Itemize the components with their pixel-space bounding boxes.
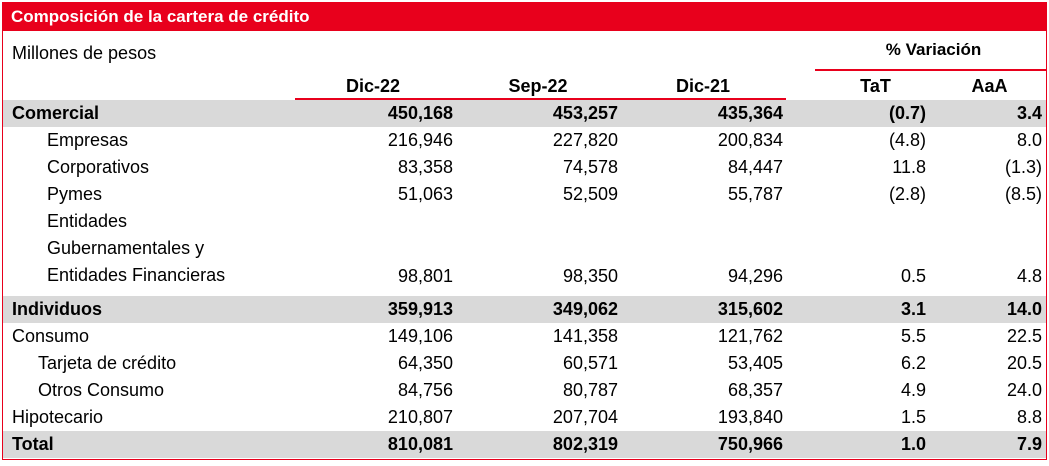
row-label: Otros Consumo [38, 380, 165, 400]
cell-dic-21: 68,357 [727, 380, 783, 400]
cell-dic-21: 121,762 [717, 326, 783, 346]
cell-tat: (2.8) [888, 184, 926, 204]
column-header-dic-22: Dic-22 [345, 76, 401, 96]
cell-dic-22: 98,801 [397, 266, 453, 286]
cell-sep-22: 80,787 [562, 380, 618, 400]
cell-aaa: (1.3) [1004, 157, 1042, 177]
cell-aaa: 4.8 [1016, 266, 1042, 286]
cell-aaa: 3.4 [1016, 103, 1042, 123]
cell-tat: 11.8 [892, 157, 926, 177]
cell-sep-22: 74,578 [562, 157, 618, 177]
column-header-dic-21: Dic-21 [675, 76, 731, 96]
table-row-individuos [3, 296, 1046, 323]
table-row-total [3, 431, 1046, 458]
cell-tat: 6.2 [900, 353, 926, 373]
cell-dic-21: 750,966 [717, 434, 783, 454]
variation-rule [815, 69, 1046, 71]
cell-tat: 1.5 [900, 407, 926, 427]
cell-dic-21: 435,364 [717, 103, 783, 123]
units-label: Millones de pesos [12, 43, 157, 63]
cell-sep-22: 60,571 [562, 353, 618, 373]
cell-dic-21: 200,834 [717, 130, 783, 150]
table-row-hipotecario [3, 404, 1046, 431]
table-row-entidades [3, 208, 1046, 290]
cell-dic-21: 84,447 [727, 157, 783, 177]
cell-dic-22: 359,913 [387, 299, 453, 319]
cell-dic-22: 51,063 [397, 184, 453, 204]
cell-dic-22: 810,081 [387, 434, 453, 454]
cell-sep-22: 207,704 [552, 407, 618, 427]
cell-dic-22: 216,946 [387, 130, 453, 150]
row-label-line-2: Gubernamentales y [47, 238, 205, 258]
cell-dic-21: 55,787 [727, 184, 783, 204]
cell-dic-22: 149,106 [387, 326, 453, 346]
cell-sep-22: 52,509 [562, 184, 618, 204]
table-row-otros-consumo [3, 377, 1046, 404]
row-label: Individuos [12, 299, 102, 319]
row-label-line-3: Entidades Financieras [47, 265, 226, 285]
cell-dic-21: 315,602 [717, 299, 783, 319]
row-label-line-1: Entidades [47, 211, 128, 231]
table-row-corporativos [3, 154, 1046, 181]
column-header-sep-22: Sep-22 [508, 76, 568, 96]
cell-sep-22: 802,319 [552, 434, 618, 454]
row-label: Comercial [12, 103, 100, 123]
row-label: Hipotecario [12, 407, 104, 427]
cell-dic-21: 53,405 [727, 353, 783, 373]
cell-aaa: (8.5) [1004, 184, 1042, 204]
row-label: Corporativos [47, 157, 150, 177]
variation-header: % Variación [885, 40, 982, 59]
cell-aaa: 8.8 [1016, 407, 1042, 427]
cell-tat: 0.5 [900, 266, 926, 286]
cell-tat: (4.8) [888, 130, 926, 150]
cell-sep-22: 141,358 [552, 326, 618, 346]
cell-tat: 3.1 [900, 299, 926, 319]
cell-aaa: 24.0 [1006, 380, 1042, 400]
cell-dic-22: 450,168 [387, 103, 453, 123]
row-label: Empresas [47, 130, 129, 150]
cell-dic-21: 193,840 [717, 407, 783, 427]
cell-sep-22: 349,062 [552, 299, 618, 319]
table-title: Composición de la cartera de crédito [3, 3, 1046, 31]
table-row-pymes [3, 181, 1046, 208]
cell-sep-22: 227,820 [552, 130, 618, 150]
cell-tat: 1.0 [900, 434, 926, 454]
table-body [3, 100, 1046, 458]
table-row-tarjeta [3, 350, 1046, 377]
cell-tat: 4.9 [900, 380, 926, 400]
row-label: Tarjeta de crédito [38, 353, 177, 373]
cell-aaa: 7.9 [1016, 434, 1042, 454]
cell-sep-22: 453,257 [552, 103, 618, 123]
row-label: Consumo [12, 326, 90, 346]
cell-tat: 5.5 [900, 326, 926, 346]
cell-aaa: 8.0 [1016, 130, 1042, 150]
cell-aaa: 22.5 [1006, 326, 1042, 346]
column-header-tat: TaT [860, 76, 891, 96]
table-row-empresas [3, 127, 1046, 154]
cell-dic-21: 94,296 [727, 266, 783, 286]
table-row-comercial [3, 100, 1046, 127]
column-header-aaa: AaA [971, 76, 1008, 96]
cell-aaa: 14.0 [1006, 299, 1042, 319]
cell-dic-22: 83,358 [397, 157, 453, 177]
cell-dic-22: 210,807 [387, 407, 453, 427]
cell-aaa: 20.5 [1006, 353, 1042, 373]
credit-portfolio-table [2, 2, 1047, 460]
cell-dic-22: 64,350 [397, 353, 453, 373]
cell-sep-22: 98,350 [562, 266, 618, 286]
cell-tat: (0.7) [888, 103, 926, 123]
table-row-consumo [3, 323, 1046, 350]
cell-dic-22: 84,756 [397, 380, 453, 400]
row-label: Pymes [47, 184, 103, 204]
row-label: Total [12, 434, 54, 454]
